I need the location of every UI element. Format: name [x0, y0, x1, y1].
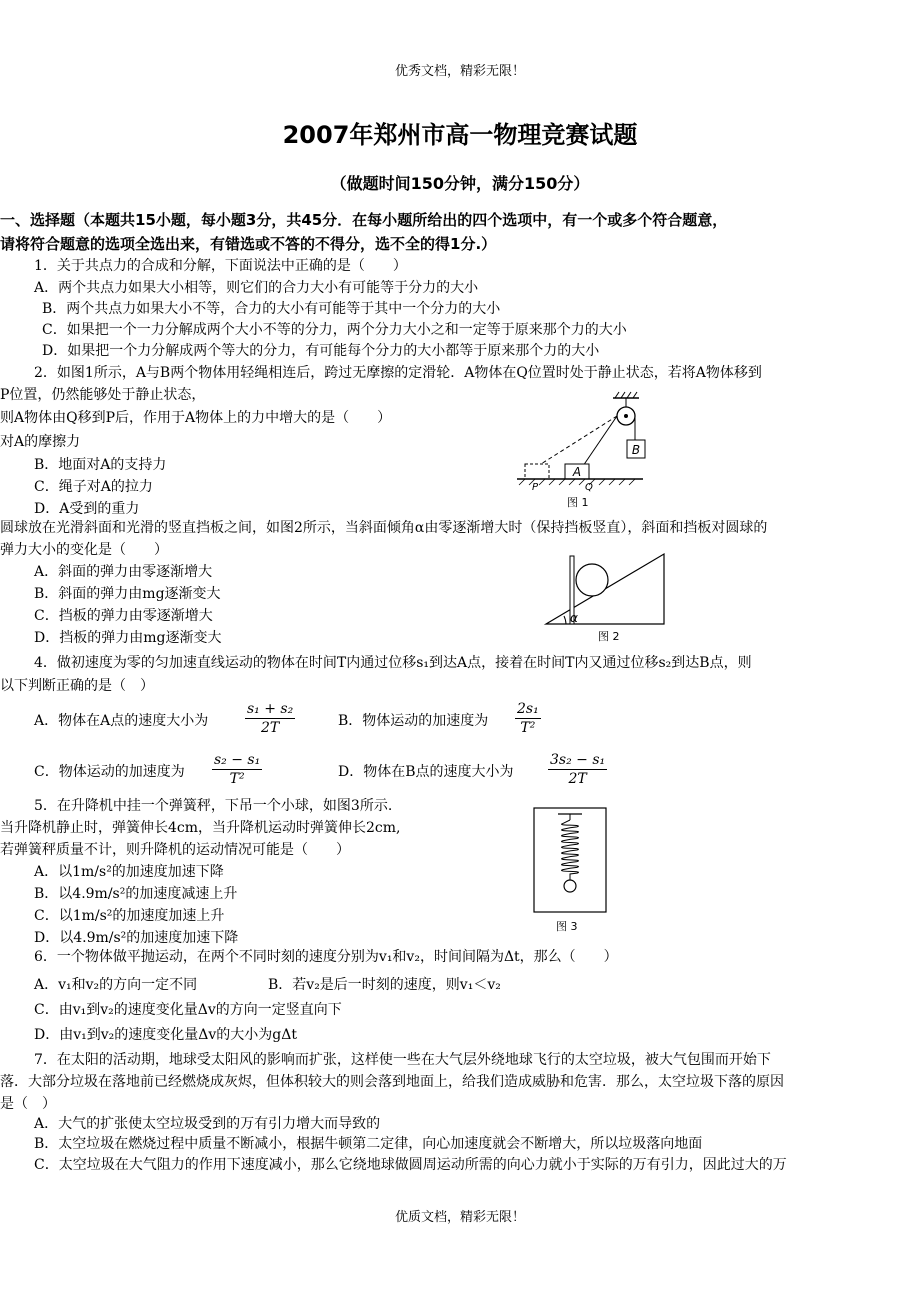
q5-stem-line1: 5．在升降机中挂一个弹簧秤，下吊一个小球，如图3所示.: [34, 798, 393, 814]
q4-option-d-text: D．物体在B点的速度大小为: [338, 764, 514, 780]
q4-b-numerator: 2s₁: [517, 701, 539, 717]
q3-option-c: C．挡板的弹力由零逐渐增大: [34, 608, 213, 624]
q2-stem-line3: 则A物体由Q移到P后，作用于A物体上的力中增大的是（ ）: [0, 410, 392, 426]
section-heading-line2: 请将符合题意的选项全选出来，有错选或不答的不得分，选不全的得1分.）: [0, 235, 497, 253]
figure-1-label-p: P: [532, 482, 539, 493]
q4-c-denominator: T²: [229, 771, 245, 787]
q4-option-b-text: B．物体运动的加速度为: [338, 713, 489, 729]
q4-c-numerator: s₂ − s₁: [214, 752, 261, 768]
exam-subtitle: （做题时间150分钟，满分150分）: [330, 174, 590, 193]
q4-d-denominator: 2T: [568, 771, 587, 787]
q7-option-c: C．太空垃圾在大气阻力的作用下速度减小，那么它绕地球做圆周运动所需的向心力就小于实际的万有引力，因此过大的万: [34, 1157, 787, 1173]
q3-stem-line2: 弹力大小的变化是（ ）: [0, 542, 168, 558]
figure-2-incline: [540, 548, 670, 646]
q5-stem-line2: 当升降机静止时，弹簧伸长4cm，当升降机运动时弹簧伸长2cm,: [0, 820, 401, 836]
q3-option-a: A．斜面的弹力由零逐渐增大: [34, 564, 213, 580]
q5-option-b: B．以4.9m/s²的加速度减速上升: [34, 886, 238, 902]
q4-option-d-fraction: [548, 751, 607, 788]
q5-option-a: A．以1m/s²的加速度加速下降: [34, 864, 224, 880]
q5-stem-line3: 若弹簧秤质量不计，则升降机的运动情况可能是（ ）: [0, 842, 350, 858]
q3-option-b: B．斜面的弹力由mg逐渐变大: [34, 586, 221, 602]
q1-stem: 1．关于共点力的合成和分解，下面说法中正确的是（ ）: [34, 258, 407, 274]
q6-option-c: C．由v₁到v₂的速度变化量Δv的方向一定竖直向下: [34, 1002, 342, 1018]
q7-option-a: A．大气的扩张使太空垃圾受到的万有引力增大而导致的: [34, 1116, 381, 1132]
q4-d-numerator: 3s₂ − s₁: [550, 752, 606, 768]
q4-option-a-text: A．物体在A点的速度大小为: [34, 713, 209, 729]
figure-1-label-a: A: [572, 465, 582, 479]
q7-option-b: B．太空垃圾在燃烧过程中质量不断减小，根据牛顿第二定律，向心加速度就会不断增大，所以垃圾落向地面: [34, 1136, 703, 1152]
q2-option-c: C．绳子对A的拉力: [34, 479, 153, 495]
q1-option-c: C．如果把一个一力分解成两个大小不等的分力，两个分力大小之和一定等于原来那个力的大小: [42, 322, 627, 338]
exam-title: 2007年郑州市高一物理竞赛试题: [282, 121, 638, 149]
q5-option-c: C．以1m/s²的加速度加速上升: [34, 908, 225, 924]
q4-a-denominator: 2T: [260, 720, 280, 736]
q5-option-d: D．以4.9m/s²的加速度加速下降: [34, 930, 239, 946]
q4-option-a-fraction: [245, 700, 295, 737]
q4-option-b-fraction: [515, 700, 541, 737]
q4-stem-line1: 4．做初速度为零的匀加速直线运动的物体在时间T内通过位移s₁到达A点，接着在时间T内又通过位移s₂到达B点，则: [34, 655, 752, 671]
q4-option-c-fraction: [212, 751, 262, 788]
q4-a-numerator: s₁ + s₂: [247, 701, 294, 717]
page-header: 优秀文档，精彩无限！: [394, 64, 525, 79]
figure-1-caption: 图 1: [567, 496, 589, 509]
figure-3-caption: 图 3: [556, 920, 578, 933]
page-footer: 优质文档，精彩无限！: [394, 1210, 525, 1225]
figure-1-pulley: [515, 390, 665, 512]
q4-stem-line2: 以下判断正确的是（ ）: [0, 678, 154, 694]
figure-2-alpha: α: [570, 611, 578, 625]
q6-option-a: A．v₁和v₂的方向一定不同: [34, 977, 198, 993]
q2-option-a: 对A的摩擦力: [0, 434, 81, 450]
figure-3-spring: [530, 806, 610, 934]
figure-1-label-b: B: [631, 443, 641, 457]
q4-option-c-text: C．物体运动的加速度为: [34, 764, 185, 780]
q2-option-b: B．地面对A的支持力: [34, 457, 167, 473]
q2-stem-line2: P位置，仍然能够处于静止状态，: [0, 387, 206, 403]
q6-option-b: B．若v₂是后一时刻的速度，则v₁＜v₂: [268, 977, 501, 993]
q6-option-d: D．由v₁到v₂的速度变化量Δv的大小为gΔt: [34, 1027, 297, 1043]
q7-stem-line1: 7．在太阳的活动期，地球受太阳风的影响而扩张，这样使一些在大气层外绕地球飞行的太空垃圾，被大气包围而开始下: [34, 1052, 771, 1068]
q2-option-d: D．A受到的重力: [34, 501, 140, 517]
section-heading-line1: 一、选择题（本题共15小题，每小题3分，共45分．在每小题所给出的四个选项中，有一个或多个符合题意，: [0, 211, 728, 229]
q4-b-denominator: T²: [520, 720, 536, 736]
q2-stem-line1: 2．如图1所示，A与B两个物体用轻绳相连后，跨过无摩擦的定滑轮．A物体在Q位置时处于静止状态，若将A物体移到: [34, 365, 762, 381]
q3-stem-line1: 圆球放在光滑斜面和光滑的竖直挡板之间，如图2所示，当斜面倾角α由零逐渐增大时（保持挡板竖直），斜面和挡板对圆球的: [0, 520, 768, 536]
q1-option-b: B．两个共点力如果大小不等，合力的大小有可能等于其中一个分力的大小: [42, 301, 501, 317]
q7-stem-line3: 是（ ）: [0, 1096, 56, 1112]
figure-2-caption: 图 2: [598, 630, 620, 643]
q1-option-d: D．如果把一个力分解成两个等大的分力，有可能每个分力的大小都等于原来那个力的大小: [42, 343, 600, 359]
q7-stem-line2: 落．大部分垃圾在落地前已经燃烧成灰烬，但体积较大的则会落到地面上，给我们造成威胁和危害．那么，太空垃圾下落的原因: [0, 1074, 784, 1090]
q6-stem: 6．一个物体做平抛运动，在两个不同时刻的速度分别为v₁和v₂，时间间隔为Δt，那么（ ）: [34, 949, 618, 965]
figure-1-label-q: Q: [585, 482, 593, 493]
q1-option-a: A．两个共点力如果大小相等，则它们的合力大小有可能等于分力的大小: [34, 280, 479, 296]
q3-option-d: D．挡板的弹力由mg逐渐变大: [34, 630, 222, 646]
